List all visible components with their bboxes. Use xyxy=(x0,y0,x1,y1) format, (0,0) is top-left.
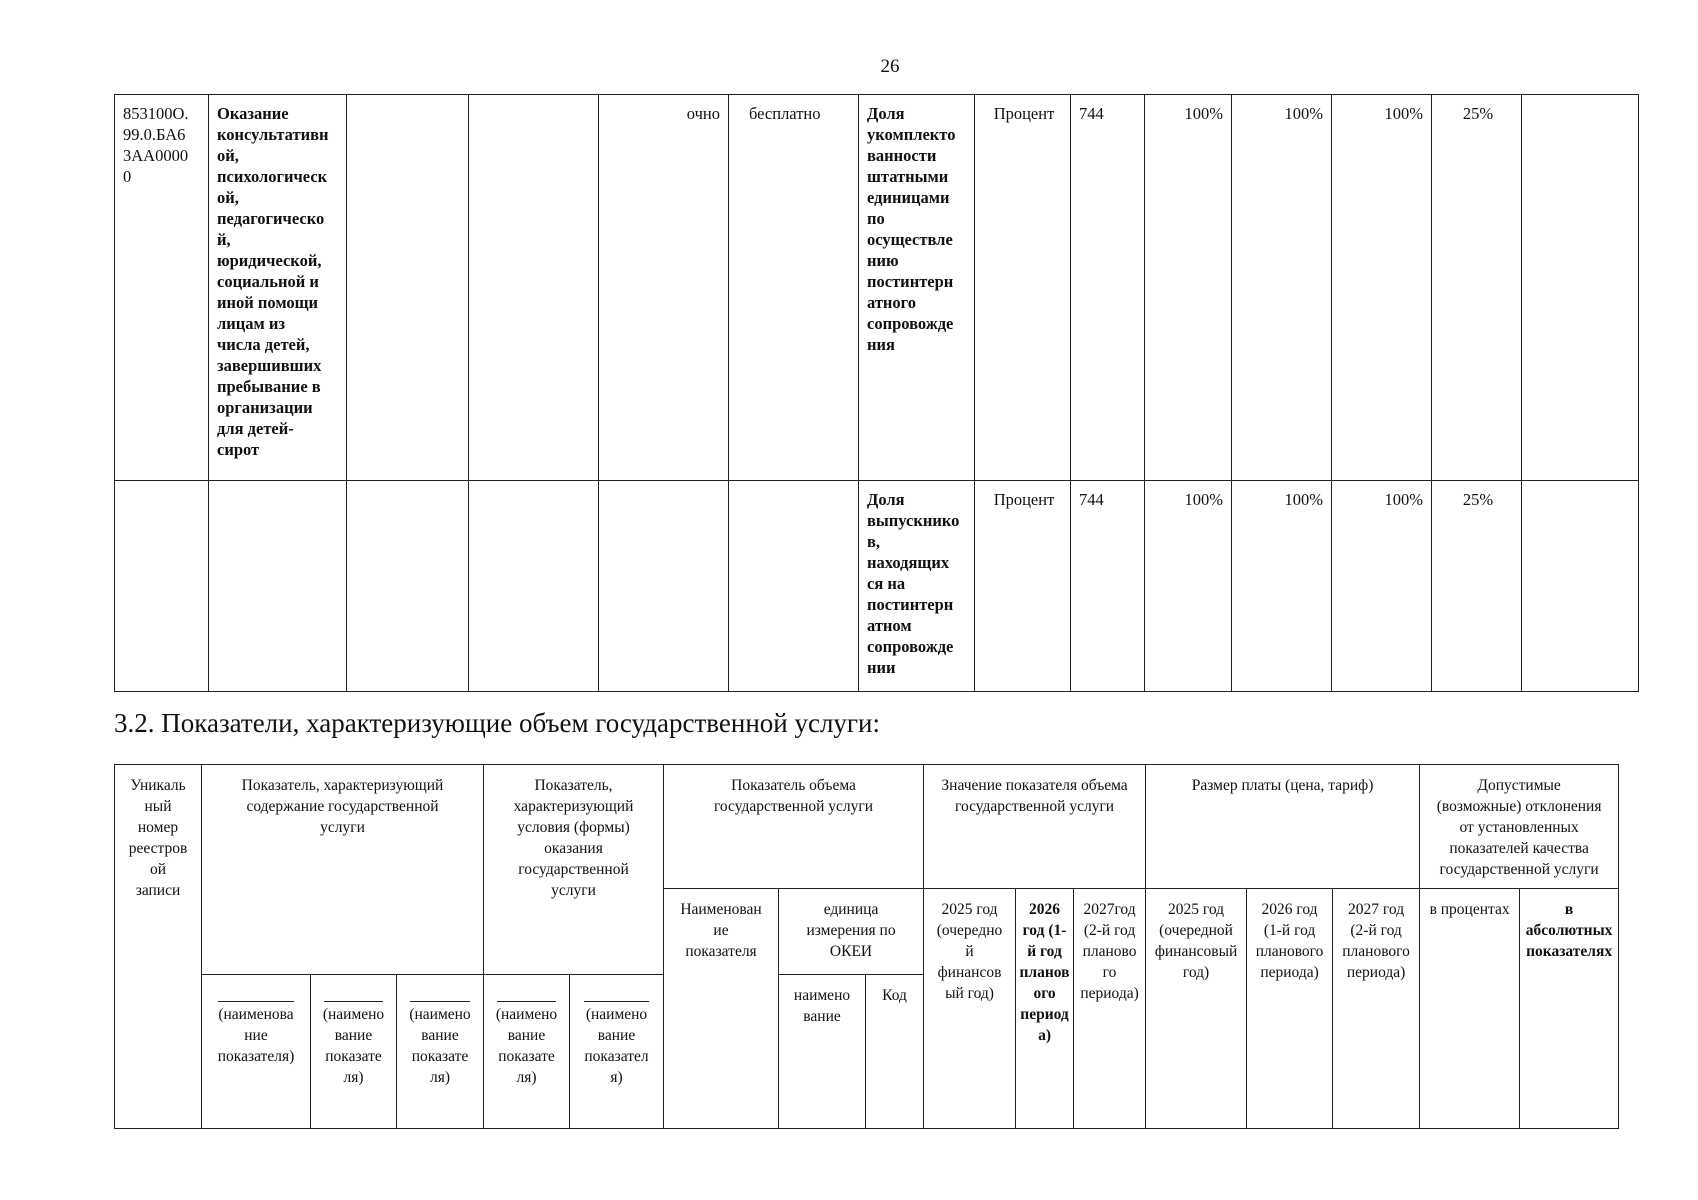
sub-indicator-name-cell xyxy=(570,975,664,1129)
text-line: 99.0.БА6 xyxy=(123,125,186,144)
table-row xyxy=(115,95,1639,481)
text-line: 2025 год xyxy=(941,901,998,918)
text-line: период xyxy=(1020,1006,1069,1023)
blank-line xyxy=(497,1001,557,1002)
text-line: атного xyxy=(867,293,917,312)
text-line: завершивших xyxy=(217,356,322,375)
sub-indicator-name-cell xyxy=(397,975,484,1129)
text-line: планово xyxy=(1082,943,1137,960)
empty-cell xyxy=(347,481,469,692)
okei-code-header: Код xyxy=(866,975,924,1129)
text-line: в xyxy=(1564,901,1574,918)
text-line: периода) xyxy=(1346,964,1406,981)
text-line: ля) xyxy=(429,1069,451,1086)
text-line: от установленных xyxy=(1459,819,1579,836)
text-line: го xyxy=(1102,964,1117,981)
value-2027-cell: 100% xyxy=(1332,481,1432,692)
text-line: оказания xyxy=(544,840,603,857)
volume-indicators-table xyxy=(114,764,1619,1129)
empty-cell xyxy=(469,481,599,692)
empty-cell xyxy=(1522,95,1639,481)
text-line: 2027год xyxy=(1083,901,1136,918)
empty-cell xyxy=(115,481,209,692)
text-line: (наименова xyxy=(218,1006,294,1023)
text-line: ния xyxy=(867,335,895,354)
text-line: постинтерн xyxy=(867,595,954,614)
text-line: вание xyxy=(803,1008,841,1025)
text-line: год) xyxy=(1182,964,1210,981)
text-line: показателя xyxy=(685,943,757,960)
text-line: ой xyxy=(149,861,167,878)
text-line: Показатель объема xyxy=(731,777,856,794)
text-line: государственной услуги xyxy=(954,798,1115,815)
value-2025-cell: 100% xyxy=(1145,481,1232,692)
text-line: осуществле xyxy=(867,230,953,249)
registry-number-cell xyxy=(115,95,209,481)
text-line: содержание государственной xyxy=(246,798,439,815)
value-2026-cell: 100% xyxy=(1232,481,1332,692)
sub-indicator-name-cell xyxy=(202,975,311,1129)
text-line: услуги xyxy=(551,882,596,899)
text-line: Наименован xyxy=(680,901,762,918)
text-line: нии xyxy=(867,658,896,677)
text-line: услуги xyxy=(320,819,365,836)
text-line: Оказание xyxy=(217,104,289,123)
okei-code-cell: 744 xyxy=(1071,95,1145,481)
text-line: вание xyxy=(507,1027,546,1044)
text-line: планов xyxy=(1019,964,1070,981)
text-line: для детей- xyxy=(217,419,294,438)
text-line: выпускнико xyxy=(867,511,960,530)
text-line: психологическ xyxy=(217,167,328,186)
text-line: Доля xyxy=(867,490,905,509)
text-line: юридической, xyxy=(217,251,322,270)
deviation-percent-header: в процентах xyxy=(1420,889,1520,1129)
blank-line xyxy=(584,1001,650,1002)
text-line: показате xyxy=(325,1048,382,1065)
sub-indicator-name-cell xyxy=(484,975,570,1129)
fee-2027-header xyxy=(1333,889,1420,1129)
text-line: штатными xyxy=(867,167,949,186)
text-line: государственной xyxy=(518,861,629,878)
page-number: 26 xyxy=(880,56,900,77)
table-row xyxy=(115,481,1639,692)
deviation-percent-cell: 25% xyxy=(1432,481,1522,692)
text-line: я) xyxy=(610,1069,623,1086)
text-line: показате xyxy=(498,1048,555,1065)
text-line: ный xyxy=(144,798,172,815)
text-line: (наимено xyxy=(322,1006,385,1023)
text-line: 2026 год xyxy=(1261,901,1318,918)
text-line: финансовый xyxy=(1154,943,1238,960)
text-line: в, xyxy=(867,532,881,551)
blank-line xyxy=(410,1001,471,1002)
text-line: сопровожде xyxy=(867,637,954,656)
value-2027-header xyxy=(1074,889,1146,1129)
text-line: атном xyxy=(867,616,912,635)
text-line: ОКЕИ xyxy=(829,943,873,960)
unit-cell: Процент xyxy=(975,95,1071,481)
text-line: единица xyxy=(823,901,879,918)
value-indicator-header xyxy=(924,765,1146,889)
text-line: государственной услуги xyxy=(713,798,874,815)
indicator-name-header xyxy=(664,889,779,1129)
text-line: абсолютных xyxy=(1525,922,1613,939)
text-line: лицам из xyxy=(217,314,286,333)
text-line: ля) xyxy=(343,1069,364,1086)
text-line: й, xyxy=(217,230,231,249)
text-line: наимено xyxy=(793,987,851,1004)
text-line: Показатель, характеризующий xyxy=(241,777,444,794)
value-2026-header xyxy=(1016,889,1074,1129)
deviation-absolute-header xyxy=(1520,889,1619,1129)
text-line: 2026 xyxy=(1029,901,1061,918)
text-line: 853100О. xyxy=(123,104,189,123)
empty-cell xyxy=(347,95,469,481)
fee-2026-header xyxy=(1247,889,1333,1129)
text-line: 3АА0000 xyxy=(123,146,189,165)
text-line: год (1- xyxy=(1022,922,1067,939)
text-line: (2-й год xyxy=(1350,922,1402,939)
text-line: (очередной xyxy=(1159,922,1233,939)
text-line: характеризующий xyxy=(513,798,634,815)
text-line: ой, xyxy=(217,146,239,165)
text-line: укомплекто xyxy=(867,125,956,144)
text-line: показате xyxy=(411,1048,469,1065)
text-line: социальной и xyxy=(217,272,319,291)
text-line: вание xyxy=(334,1027,373,1044)
deviation-percent-cell: 25% xyxy=(1432,95,1522,481)
value-2025-header xyxy=(924,889,1016,1129)
text-line: а) xyxy=(1038,1027,1051,1044)
service-content-cell xyxy=(209,95,347,481)
unit-cell: Процент xyxy=(975,481,1071,692)
value-2026-cell: 100% xyxy=(1232,95,1332,481)
sub-indicator-name-cell xyxy=(311,975,397,1129)
text-line: показателях xyxy=(1526,943,1613,960)
text-line: планового xyxy=(1342,943,1410,960)
fee-header xyxy=(1146,765,1420,889)
deviation-header xyxy=(1420,765,1619,889)
text-line: педагогическо xyxy=(217,209,325,228)
text-line: показателя) xyxy=(217,1048,295,1065)
text-line: показател xyxy=(584,1048,649,1065)
value-2027-cell: 100% xyxy=(1332,95,1432,481)
content-indicator-header xyxy=(202,765,484,975)
text-line: 2025 год xyxy=(1168,901,1225,918)
text-line: по xyxy=(867,209,885,228)
text-line: финансов xyxy=(937,964,1002,981)
text-line: единицами xyxy=(867,188,950,207)
text-line: (1-й год xyxy=(1263,922,1316,939)
text-line: организации xyxy=(217,398,313,417)
text-line: ванности xyxy=(867,146,937,165)
blank-line xyxy=(218,1001,295,1002)
text-line: пребывание в xyxy=(217,377,321,396)
text-line: (возможные) отклонения xyxy=(1436,798,1602,815)
empty-cell xyxy=(1522,481,1639,692)
text-line: государственной услуги xyxy=(1439,861,1599,878)
service-form-cell: очно xyxy=(599,95,729,481)
text-line: вание xyxy=(597,1027,636,1044)
fee-2025-header xyxy=(1146,889,1247,1129)
table-row xyxy=(115,765,1619,889)
empty-cell xyxy=(599,481,729,692)
text-line: ой, xyxy=(217,188,239,207)
indicator-name-cell xyxy=(859,481,975,692)
text-line: ние xyxy=(244,1027,268,1044)
empty-cell xyxy=(209,481,347,692)
text-line: Уникаль xyxy=(130,777,186,794)
conditions-indicator-header xyxy=(484,765,664,975)
text-line: находящих xyxy=(867,553,950,572)
text-line: ие xyxy=(713,922,729,939)
registry-number-header xyxy=(115,765,202,1129)
section-title: 3.2. Показатели, характеризующие объем государственной услуги: xyxy=(114,708,880,738)
text-line: условия (формы) xyxy=(517,819,630,836)
text-line: (наимено xyxy=(409,1006,471,1023)
text-line: вание xyxy=(421,1027,459,1044)
okei-code-cell: 744 xyxy=(1071,481,1145,692)
text-line: Допустимые xyxy=(1477,777,1561,794)
text-line: Значение показателя объема xyxy=(941,777,1128,794)
text-line: числа детей, xyxy=(217,335,310,354)
volume-indicator-header xyxy=(664,765,924,889)
text-line: записи xyxy=(135,882,181,899)
empty-cell xyxy=(729,481,859,692)
text-line: периода) xyxy=(1080,985,1139,1002)
text-line: (очередно xyxy=(936,922,1003,939)
text-line: иной помощи xyxy=(217,293,319,312)
text-line: й год xyxy=(1027,943,1062,960)
text-line: измерения по xyxy=(806,922,896,939)
text-line: (2-й год xyxy=(1083,922,1136,939)
text-line: 0 xyxy=(123,167,132,186)
text-line: (наимено xyxy=(495,1006,558,1023)
okei-unit-header xyxy=(779,889,924,975)
text-line: Размер платы (цена, тариф) xyxy=(1191,777,1374,794)
text-line: периода) xyxy=(1260,964,1319,981)
text-line: 2027 год xyxy=(1348,901,1405,918)
text-line: ый год) xyxy=(945,985,994,1002)
indicator-name-cell xyxy=(859,95,975,481)
text-line: ля) xyxy=(516,1069,537,1086)
text-line: номер xyxy=(137,819,179,836)
value-2025-cell: 100% xyxy=(1145,95,1232,481)
text-line: сирот xyxy=(217,440,260,459)
text-line: реестров xyxy=(128,840,188,857)
text-line: планового xyxy=(1255,943,1324,960)
text-line: ся на xyxy=(867,574,906,593)
text-line: нию xyxy=(867,251,899,270)
okei-name-header xyxy=(779,975,866,1129)
text-line: й xyxy=(965,943,974,960)
quality-indicators-table xyxy=(114,94,1639,692)
text-line: постинтерн xyxy=(867,272,954,291)
text-line: ого xyxy=(1033,985,1056,1002)
blank-line xyxy=(324,1001,384,1002)
text-line: Показатель, xyxy=(534,777,613,794)
text-line: (наимено xyxy=(585,1006,648,1023)
text-line: показателей качества xyxy=(1449,840,1589,857)
empty-cell xyxy=(469,95,599,481)
text-line: консультативн xyxy=(217,125,329,144)
text-line: сопровожде xyxy=(867,314,954,333)
text-line: Доля xyxy=(867,104,905,123)
payment-cell: бесплатно xyxy=(729,95,859,481)
